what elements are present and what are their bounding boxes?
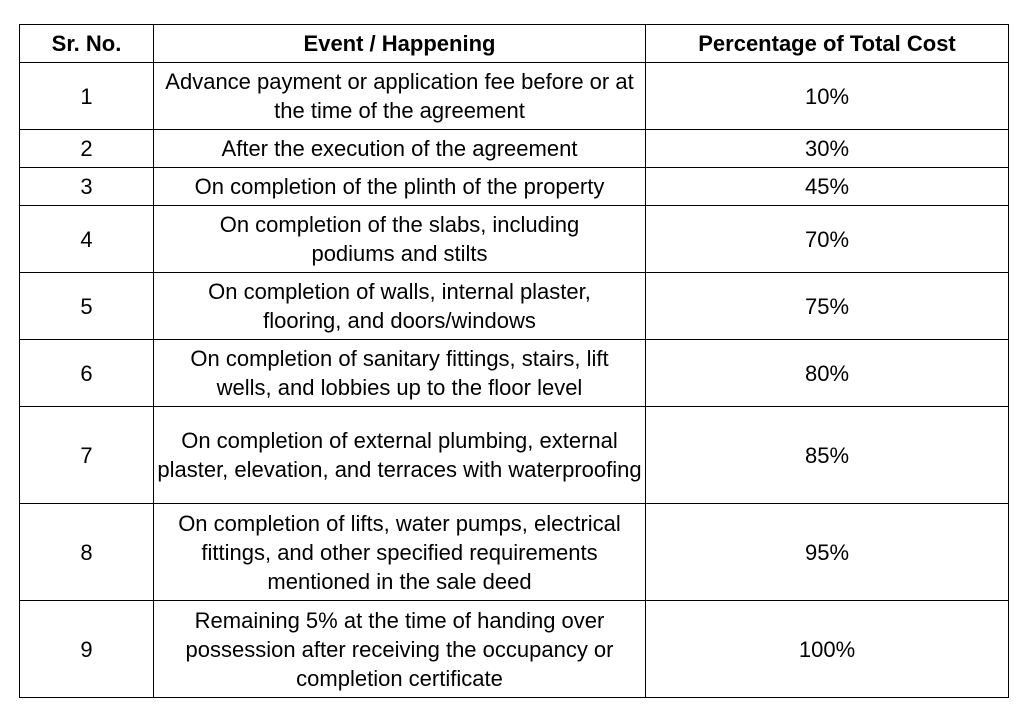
cell-event: On completion of walls, internal plaster, flooring, and doors/windows	[154, 273, 646, 340]
cell-event: On completion of sanitary fittings, stairs, lift wells, and lobbies up to the floor level	[154, 340, 646, 407]
cell-sr-no: 1	[20, 63, 154, 130]
header-percentage: Percentage of Total Cost	[646, 25, 1009, 63]
table-row	[20, 63, 1009, 130]
cell-event: On completion of external plumbing, external plaster, elevation, and terraces with waterproofing	[154, 407, 646, 504]
table-row	[20, 407, 1009, 504]
cell-sr-no: 9	[20, 601, 154, 698]
cell-percentage: 75%	[646, 273, 1009, 340]
table-row	[20, 273, 1009, 340]
cell-event: On completion of the slabs, including podiums and stilts	[154, 206, 646, 273]
cell-event: On completion of lifts, water pumps, electrical fittings, and other specified requirements mentioned in the sale deed	[154, 504, 646, 601]
cell-event: On completion of the plinth of the property	[154, 168, 646, 206]
cell-sr-no: 8	[20, 504, 154, 601]
table-row	[20, 601, 1009, 698]
header-event: Event / Happening	[154, 25, 646, 63]
cell-event: Remaining 5% at the time of handing over possession after receiving the occupancy or completion certificate	[154, 601, 646, 698]
cell-sr-no: 7	[20, 407, 154, 504]
cell-sr-no: 2	[20, 130, 154, 168]
cell-percentage: 95%	[646, 504, 1009, 601]
table-header-row	[20, 25, 1009, 63]
header-sr-no: Sr. No.	[20, 25, 154, 63]
cell-event: After the execution of the agreement	[154, 130, 646, 168]
table-row	[20, 206, 1009, 273]
cell-percentage: 80%	[646, 340, 1009, 407]
cell-event: Advance payment or application fee before or at the time of the agreement	[154, 63, 646, 130]
cell-sr-no: 4	[20, 206, 154, 273]
cell-percentage: 70%	[646, 206, 1009, 273]
payment-schedule-table	[19, 24, 1009, 698]
cell-percentage: 30%	[646, 130, 1009, 168]
table-row	[20, 340, 1009, 407]
cell-percentage: 100%	[646, 601, 1009, 698]
cell-percentage: 45%	[646, 168, 1009, 206]
cell-sr-no: 5	[20, 273, 154, 340]
cell-percentage: 85%	[646, 407, 1009, 504]
cell-sr-no: 3	[20, 168, 154, 206]
table-row	[20, 168, 1009, 206]
cell-sr-no: 6	[20, 340, 154, 407]
table-row	[20, 504, 1009, 601]
cell-percentage: 10%	[646, 63, 1009, 130]
table-row	[20, 130, 1009, 168]
